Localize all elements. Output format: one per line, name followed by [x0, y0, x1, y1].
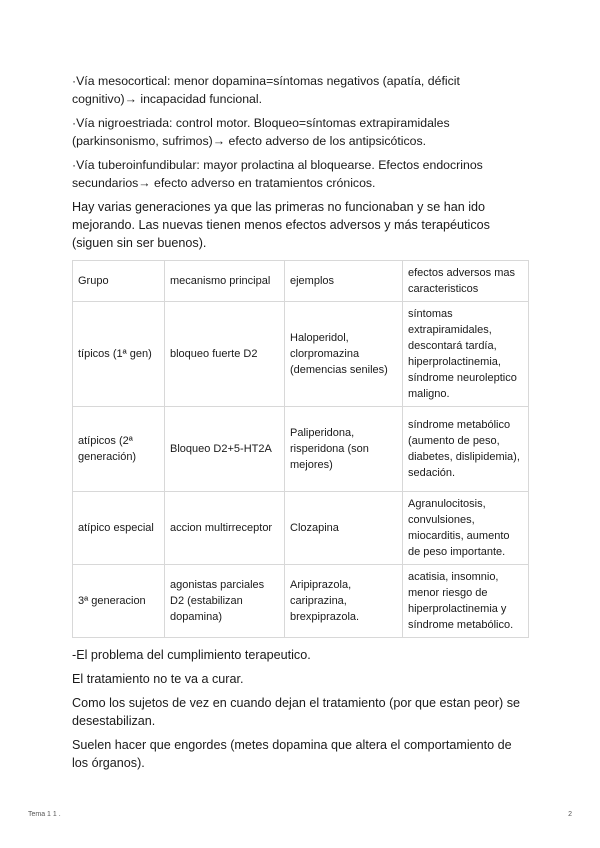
paragraph-engordes: Suelen hacer que engordes (metes dopamina que altera el comportamiento de los órganos). [72, 738, 512, 770]
table-row [73, 565, 529, 638]
table-cell: Paliperidona, risperidona (son mejores) [285, 407, 403, 492]
table-cell: típicos (1ª gen) [73, 302, 165, 407]
paragraph-via-tuberoinfundibular: ·Vía tuberoinfundibular: mayor prolactina al bloquearse. Efectos endocrinos secundarios→ efecto adverso en tratamientos crónicos. [72, 158, 483, 190]
table-row [73, 407, 529, 492]
paragraph-generaciones: Hay varias generaciones ya que las primeras no funcionaban y se han ido mejorando. Las nuevas tienen menos efectos adversos y más terapéuticos (siguen sin ser buenos). [72, 200, 490, 250]
table-row [73, 302, 529, 407]
table-cell: agonistas parciales D2 (estabilizan dopamina) [165, 565, 285, 638]
table-cell: atípicos (2ª generación) [73, 407, 165, 492]
table-row [73, 492, 529, 565]
table-cell: 3ª generacion [73, 565, 165, 638]
table-cell: bloqueo fuerte D2 [165, 302, 285, 407]
table-cell: Bloqueo D2+5-HT2A [165, 407, 285, 492]
page-content [72, 72, 528, 778]
table-header-cell: mecanismo principal [165, 261, 285, 302]
antipsychotics-table [72, 260, 529, 638]
paragraph-cumplimiento: -El problema del cumplimiento terapeutico. [72, 648, 311, 662]
table-cell: Aripiprazola, cariprazina, brexpiprazola. [285, 565, 403, 638]
table-cell: Agranulocitosis, convulsiones, miocarditis, aumento de peso importante. [403, 492, 529, 565]
paragraph-via-nigroestriada: ·Vía nigroestriada: control motor. Bloqueo=síntomas extrapiramidales (parkinsonismo, sufrimos)→ efecto adverso de los antipsicóticos. [72, 116, 450, 148]
table-header-row [73, 261, 529, 302]
table-header-cell: Grupo [73, 261, 165, 302]
footer-section-label: Tema 1 1 . [28, 811, 61, 818]
table-header-cell: ejemplos [285, 261, 403, 302]
paragraph-desestabilizan: Como los sujetos de vez en cuando dejan el tratamiento (por que estan peor) se desestabilizan. [72, 696, 521, 728]
table-cell: accion multirreceptor [165, 492, 285, 565]
paragraph-no-cura: El tratamiento no te va a curar. [72, 672, 244, 686]
table-cell: Clozapina [285, 492, 403, 565]
table-cell: atípico especial [73, 492, 165, 565]
footer-page-number: 2 [568, 811, 572, 818]
table-cell: acatisia, insomnio, menor riesgo de hiperprolactinemia y síndrome metabólico. [403, 565, 529, 638]
table-cell: Haloperidol, clorpromazina (demencias seniles) [285, 302, 403, 407]
table-header-cell: efectos adversos mas caracteristicos [403, 261, 529, 302]
paragraph-via-mesocortical: ·Vía mesocortical: menor dopamina=síntomas negativos (apatía, déficit cognitivo)→ incapacidad funcional. [72, 74, 460, 106]
table-cell: síntomas extrapiramidales, descontará tardía, hiperprolactinemia, síndrome neuroleptico maligno. [403, 302, 529, 407]
table-cell: síndrome metabólico (aumento de peso, diabetes, dislipidemia), sedación. [403, 407, 529, 492]
